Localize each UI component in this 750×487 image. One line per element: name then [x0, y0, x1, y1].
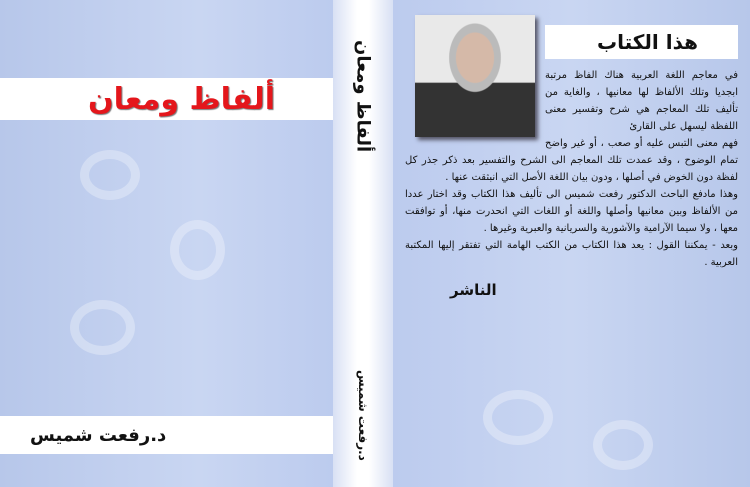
publisher-label: [405, 271, 738, 299]
author-name: [0, 416, 333, 454]
body-paragraph-2: وهذا مادفع الباحث الدكتور رفعت شميس الى تأليف هذا الكتاب وقد اختار عددا من الألفاظ وبين معانيها وأصلها واللغة أو اللغات التي انحدرت منها، أو توافقت معها ، ولا سيما الآرامية والآشورية والسريانية والعبرية وغيرها .: [405, 189, 738, 234]
intro-paragraph: في معاجم اللغة العربية هناك الفاظ مرتبة ابجديا وتلك الألفاظ لها معانيها ، والغاية من تأليف تلك المعاجم هي شرح وتفسير معنى اللفظة ليسهل على القارئ: [545, 70, 738, 132]
body-paragraph-3: وبعد - يمكننا القول : يعد هذا الكتاب من الكتب الهامة التي تفتقر إليها المكتبة العربية .: [405, 240, 738, 268]
publisher-text: الناشر: [450, 281, 497, 299]
back-cover: [393, 0, 750, 487]
watermark-shape: [70, 300, 135, 355]
book-title-text: ألفاظ ومعان: [87, 81, 276, 117]
author-text: د.رفعت شميس: [30, 424, 167, 446]
watermark-shape: [170, 220, 225, 280]
heading-band: [545, 25, 738, 59]
watermark-shape: [80, 150, 140, 200]
book-title: [0, 78, 333, 120]
watermark-shape: [483, 390, 553, 445]
back-heading: هذا الكتاب: [596, 30, 698, 54]
spine-author: د.رفعت شميس: [356, 370, 370, 461]
body-paragraph: فهم معنى التبس عليه أو صعب ، أو غير واضح تمام الوضوح ، وقد عمدت تلك المعاجم الى الشرح والتفسير بعد ذكر جذر كل لفظة دون الخوض في أصلها ، ودون بيان اللغة الأصل التي انبثقت عنها .: [405, 138, 738, 183]
front-cover: [0, 0, 333, 487]
spine: [333, 0, 393, 487]
author-photo: [415, 15, 535, 137]
back-text-flow: [405, 25, 738, 299]
spine-title: ألفاظ ومعان: [352, 40, 374, 153]
watermark-shape: [593, 420, 653, 470]
